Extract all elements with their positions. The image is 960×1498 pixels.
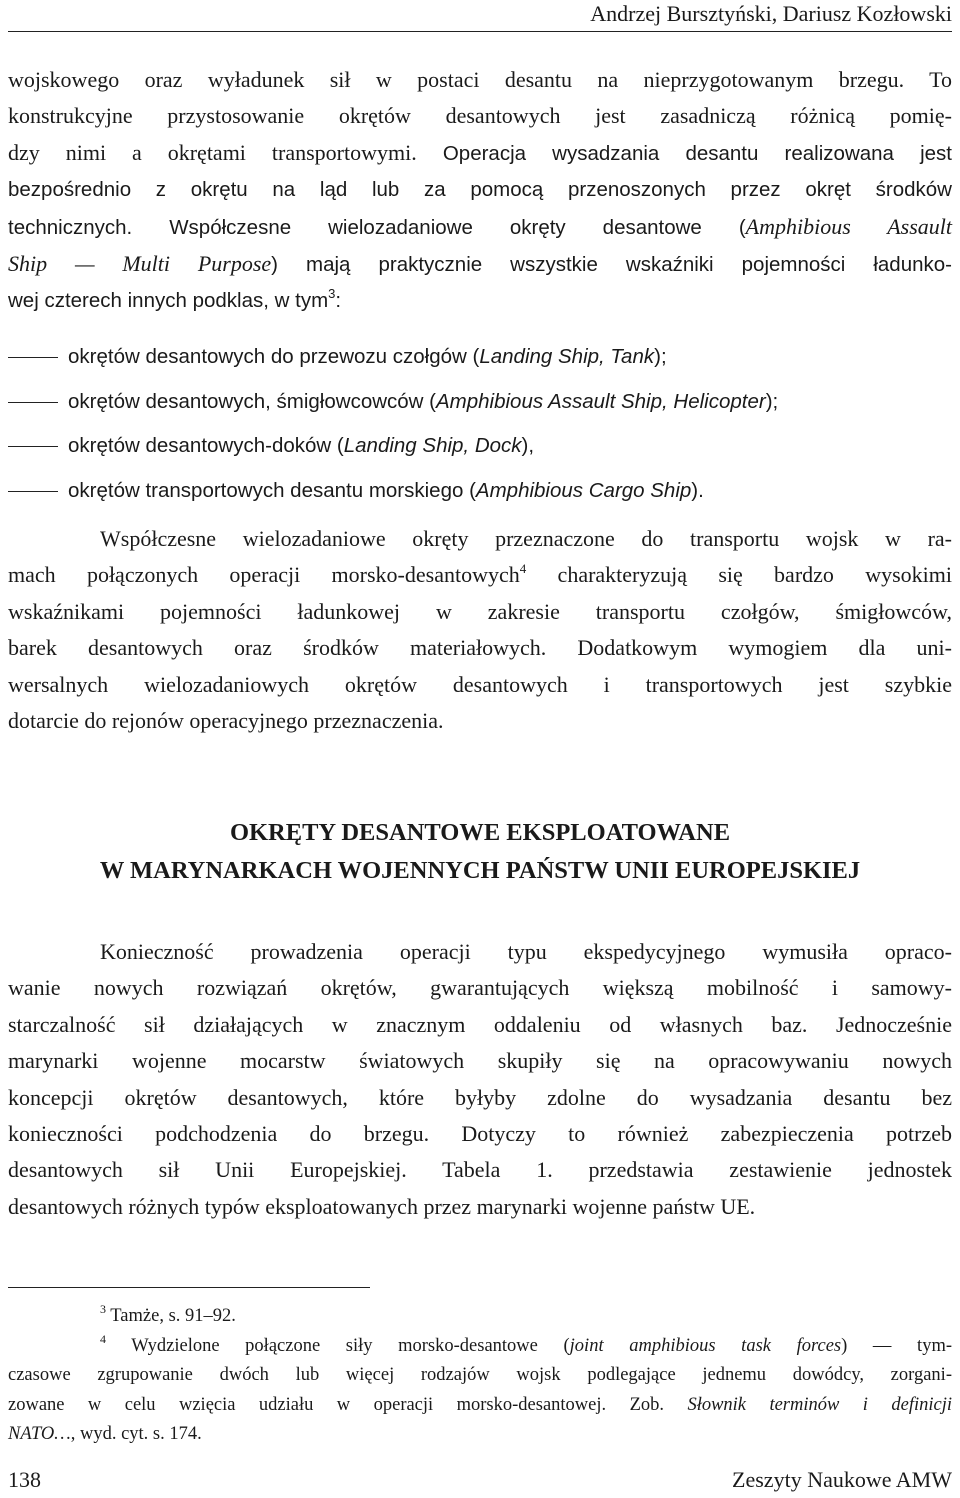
list-item: okrętów transportowych desantu morskiego (Amphibious Cargo Ship).	[8, 473, 952, 518]
dash-bullet	[8, 402, 58, 403]
fn4-line-2: czasowe zgrupowanie dwóch lub więcej rodzajów wojsk podlegające jednemu dowódcy, zorgani-	[8, 1365, 952, 1385]
p1-line-6: Ship — Multi Purpose) mają praktycznie wszystkie wskaźniki pojemności ładunko-	[8, 251, 952, 277]
p3-line-2: wanie nowych rozwiązań okrętów, gwarantujących większą mobilność i samowy-	[8, 975, 952, 1001]
p2-line-6: dotarcie do rejonów operacyjnego przeznaczenia.	[8, 708, 444, 734]
footnote-rule	[8, 1287, 370, 1288]
p2-line-5: wersalnych wielozadaniowych okrętów desantowych i transportowych jest szybkie	[8, 671, 952, 697]
list-item: okrętów desantowych-doków (Landing Ship, Dock),	[8, 428, 952, 473]
p2-line-2: mach połączonych operacji morsko-desantowych$^4$ charakteryzują się bardzo wysokimi	[8, 561, 953, 588]
fn4-line-3: zowane w celu wzięcia udziału w operacji morsko-desantowej. Zob. Słownik terminów i definicji	[8, 1394, 952, 1415]
p1-line-2: konstrukcyjne przystosowanie okrętów desantowych jest zasadniczą różnicą pomię-	[8, 103, 952, 129]
p3-line-7: desantowych sił Unii Europejskiej. Tabela 1. przedstawia zestawienie jednostek	[8, 1157, 952, 1183]
p1-line-1: wojskowego oraz wyładunek sił w postaci desantu na nieprzygotowanym brzegu. To	[8, 67, 952, 92]
footnote-3: $^3$ Tamże, s. 91–92.	[100, 1302, 236, 1326]
fn4-line-1: $^4$ Wydzielone połączone siły morsko-desantowe (joint amphibious task forces) — tym-	[100, 1331, 952, 1356]
p1-line-5: technicznych. Współczesne wielozadaniowe okręty desantowe (Amphibious Assault	[8, 213, 952, 239]
list-item: okrętów desantowych do przewozu czołgów (Landing Ship, Tank);	[8, 339, 952, 384]
fn4-line-4: NATO…, wyd. cyt. s. 174.	[8, 1424, 202, 1444]
footnote-4	[8, 1332, 952, 1450]
p2-line-1: Współczesne wielozadaniowe okręty przeznaczone do transportu wojsk w ra-	[100, 526, 952, 551]
p1-line-4: bezpośrednio z okrętu na ląd lub za pomocą przenoszonych przez okręt środków	[8, 178, 952, 202]
p3-line-4: marynarki wojenne mocarstw światowych skupiły się na opracowywaniu nowych	[8, 1048, 952, 1074]
p3-line-6: konieczności podchodzenia do brzegu. Dotyczy to również zabezpieczenia potrzeb	[8, 1121, 952, 1147]
dash-bullet	[8, 357, 58, 358]
page-number: 138	[8, 1467, 41, 1492]
dash-bullet	[8, 446, 58, 447]
p2-line-3: wskaźnikami pojemności ładunkowej w zakresie transportu czołgów, śmigłowców,	[8, 598, 952, 624]
p3-line-8: desantowych różnych typów eksploatowanych przez marynarki wojenne państw UE.	[8, 1193, 756, 1219]
footnote-ref-4: 4	[519, 561, 527, 577]
dash-bullet	[8, 491, 58, 492]
journal-name: Zeszyty Naukowe AMW	[732, 1467, 952, 1492]
p1-line-7: wej czterech innych podklas, w tym$^3$:	[8, 286, 342, 313]
p3-line-3: starczalność sił działających w znacznym oddaleniu od własnych baz. Jednocześnie	[8, 1011, 952, 1037]
section-heading-line-2: W MARYNARKACH WOJENNYCH PAŃSTW UNII EUROPEJSKIEJ	[99, 857, 861, 884]
ship-subclass-list	[8, 339, 952, 517]
section-heading-line-1: OKRĘTY DESANTOWE EKSPLOATOWANE	[229, 819, 731, 846]
p3-line-5: koncepcji okrętów desantowych, które byłyby zdolne do wysadzania desantu bez	[8, 1084, 952, 1110]
paragraph-1	[8, 62, 952, 320]
p3-line-1: Konieczność prowadzenia operacji typu ekspedycyjnego wymusiła opraco-	[100, 939, 952, 964]
footnotes	[8, 1302, 952, 1450]
p1-line-3: dzy nimi a okrętami transportowymi. Operacja wysadzania desantu realizowana jest	[8, 139, 952, 165]
running-header-authors: Andrzej Bursztyński, Dariusz Kozłowski	[590, 1, 952, 26]
section-heading	[8, 814, 952, 890]
footnote-ref-3: 3	[328, 286, 336, 302]
list-item: okrętów desantowych, śmigłowcowców (Amphibious Assault Ship, Helicopter);	[8, 384, 952, 429]
paragraph-2	[8, 521, 952, 739]
p2-line-4: barek desantowych oraz środków materiałowych. Dodatkowym wymogiem dla uni-	[8, 635, 952, 661]
header-rule	[8, 31, 952, 32]
paragraph-3	[8, 934, 952, 1225]
